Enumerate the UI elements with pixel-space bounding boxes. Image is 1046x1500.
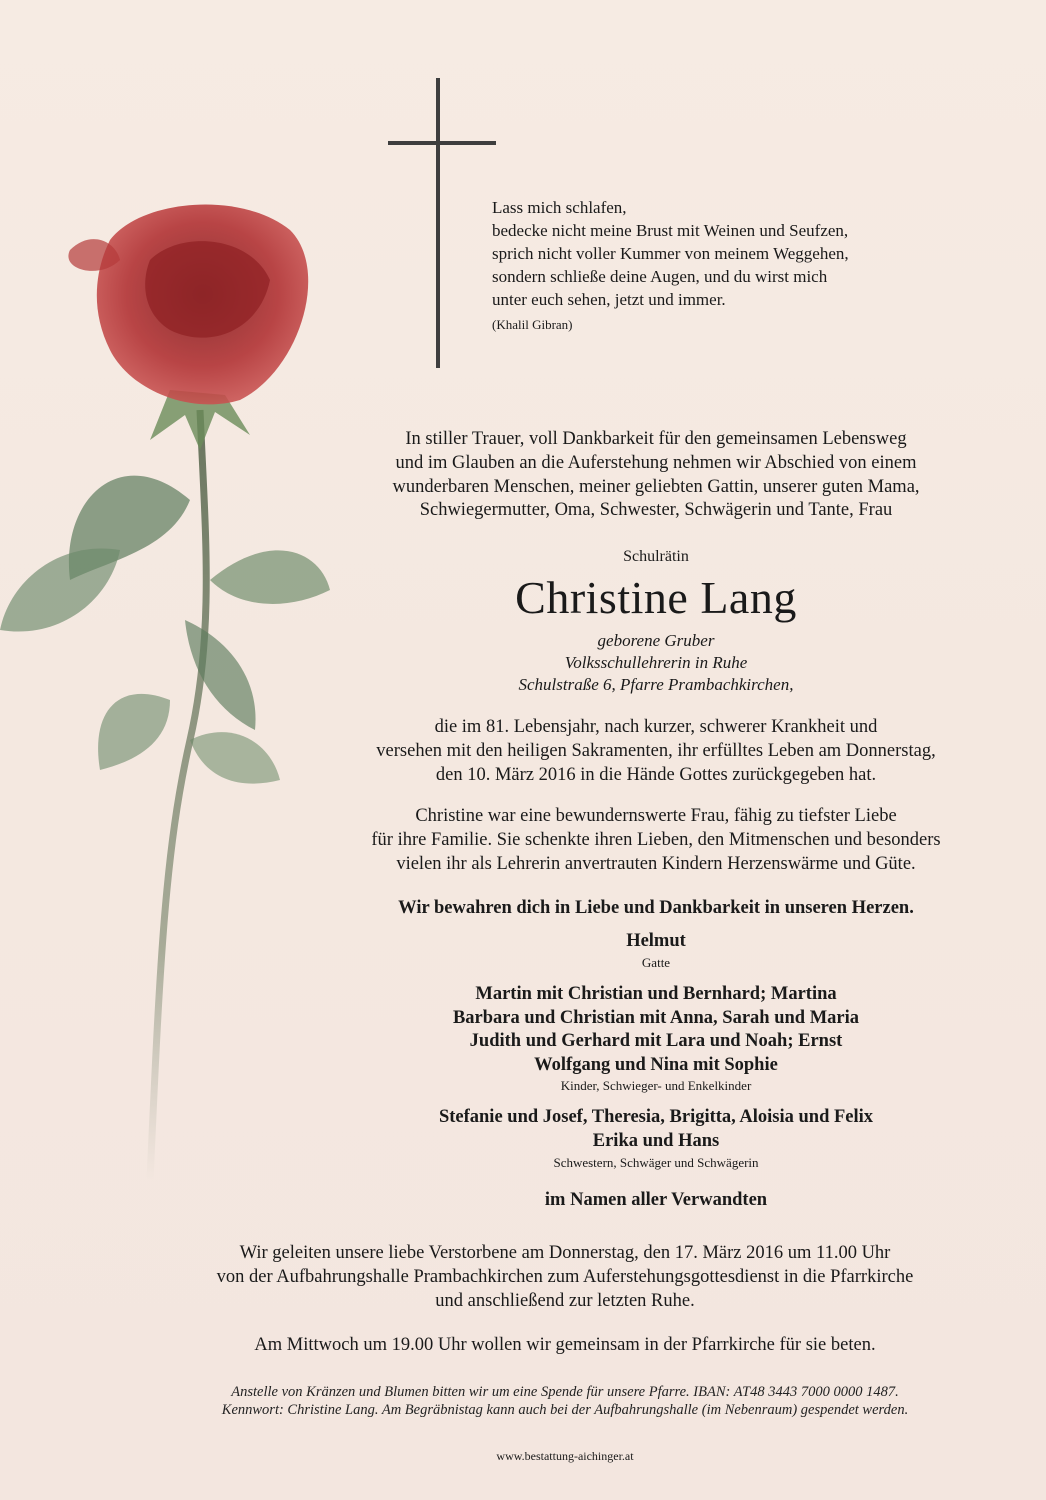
cross-icon bbox=[388, 78, 496, 368]
mourner-line: Erika und Hans bbox=[592, 1130, 720, 1151]
funeral-line: Wir geleiten unsere liebe Verstorbene am Donnerstag, den 17. März 2016 um 11.00 Uhr bbox=[239, 1243, 891, 1263]
rose-image bbox=[0, 200, 360, 1200]
intro-line: wunderbaren Menschen, meiner geliebten Gattin, unserer guten Mama, bbox=[392, 476, 920, 497]
deceased-name: Christine Lang bbox=[515, 572, 797, 623]
mourner-line: Barbara und Christian mit Anna, Sarah und Maria bbox=[452, 1007, 860, 1028]
tribute-line: für ihre Familie. Sie schenkte ihren Lieben, den Mitmenschen und besonders bbox=[371, 829, 941, 850]
poem-author: (Khalil Gibran) bbox=[492, 317, 573, 332]
note-line: Kennwort: Christine Lang. Am Begräbnistag kann auch bei der Aufbahrungshalle (im Nebenraum) gespendet werden. bbox=[221, 1402, 909, 1418]
siblings-relation: Schwestern, Schwäger und Schwägerin bbox=[553, 1155, 759, 1170]
intro-line: In stiller Trauer, voll Dankbarkeit für den gemeinsamen Lebensweg bbox=[405, 429, 907, 449]
details-line: Volksschullehrerin in Ruhe bbox=[564, 653, 748, 672]
funeral-line: und anschließend zur letzten Ruhe. bbox=[435, 1290, 695, 1311]
death-text bbox=[330, 716, 982, 787]
children-names bbox=[330, 983, 982, 1077]
mourner-line: Wolfgang und Nina mit Sophie bbox=[534, 1054, 778, 1075]
death-line: die im 81. Lebensjahr, nach kurzer, schwerer Krankheit und bbox=[434, 717, 878, 737]
motto: Wir bewahren dich in Liebe und Dankbarkeit in unseren Herzen. bbox=[398, 898, 914, 918]
deceased-details bbox=[330, 630, 982, 696]
death-line: versehen mit den heiligen Sakramenten, ihr erfülltes Leben am Donnerstag, bbox=[376, 740, 936, 761]
intro-line: und im Glauben an die Auferstehung nehmen wir Abschied von einem bbox=[395, 452, 917, 473]
tribute-line: vielen ihr als Lehrerin anvertrauten Kindern Herzenswärme und Güte. bbox=[396, 853, 916, 874]
donation-note bbox=[100, 1383, 1030, 1419]
mourner-line: Martin mit Christian und Bernhard; Martina bbox=[475, 984, 837, 1004]
children-relation: Kinder, Schwieger- und Enkelkinder bbox=[560, 1078, 752, 1093]
poem bbox=[492, 196, 849, 336]
spouse-relation: Gatte bbox=[641, 955, 671, 970]
details-line: Schulstraße 6, Pfarre Prambachkirchen, bbox=[518, 675, 794, 694]
intro-text bbox=[330, 428, 982, 523]
tribute-text bbox=[330, 805, 982, 876]
funeral-text bbox=[100, 1242, 1030, 1313]
details-line: geborene Gruber bbox=[597, 631, 715, 650]
prayer-text: Am Mittwoch um 19.00 Uhr wollen wir gemeinsam in der Pfarrkirche für sie beten. bbox=[254, 1335, 876, 1355]
poem-line: sondern schließe deine Augen, und du wirst mich bbox=[492, 267, 828, 286]
deceased-title: Schulrätin bbox=[623, 548, 689, 565]
poem-line: bedecke nicht meine Brust mit Weinen und Seufzen, bbox=[492, 221, 849, 240]
death-line: den 10. März 2016 in die Hände Gottes zurückgegeben hat. bbox=[435, 764, 877, 785]
intro-line: Schwiegermutter, Oma, Schwester, Schwägerin und Tante, Frau bbox=[419, 500, 893, 521]
closing-line: im Namen aller Verwandten bbox=[544, 1190, 768, 1210]
siblings-names bbox=[330, 1106, 982, 1153]
mourner-line: Judith und Gerhard mit Lara und Noah; Ernst bbox=[469, 1031, 843, 1051]
poem-line: unter euch sehen, jetzt und immer. bbox=[492, 290, 726, 309]
spouse-name: Helmut bbox=[626, 931, 686, 951]
mourner-line: Stefanie und Josef, Theresia, Brigitta, Aloisia und Felix bbox=[438, 1107, 874, 1127]
funeral-line: von der Aufbahrungshalle Prambachkirchen zum Auferstehungsgottesdienst in die Pfarrkirche bbox=[216, 1266, 914, 1287]
note-line: Anstelle von Kränzen und Blumen bitten wir um eine Spende für unsere Pfarre. IBAN: AT48 3443 7000 0000 1487. bbox=[231, 1384, 899, 1400]
poem-line: sprich nicht voller Kummer von meinem Weggehen, bbox=[492, 244, 849, 263]
website-link[interactable]: www.bestattung-aichinger.at bbox=[496, 1449, 634, 1463]
tribute-line: Christine war eine bewundernswerte Frau, fähig zu tiefster Liebe bbox=[415, 806, 897, 826]
poem-line: Lass mich schlafen, bbox=[492, 198, 627, 217]
